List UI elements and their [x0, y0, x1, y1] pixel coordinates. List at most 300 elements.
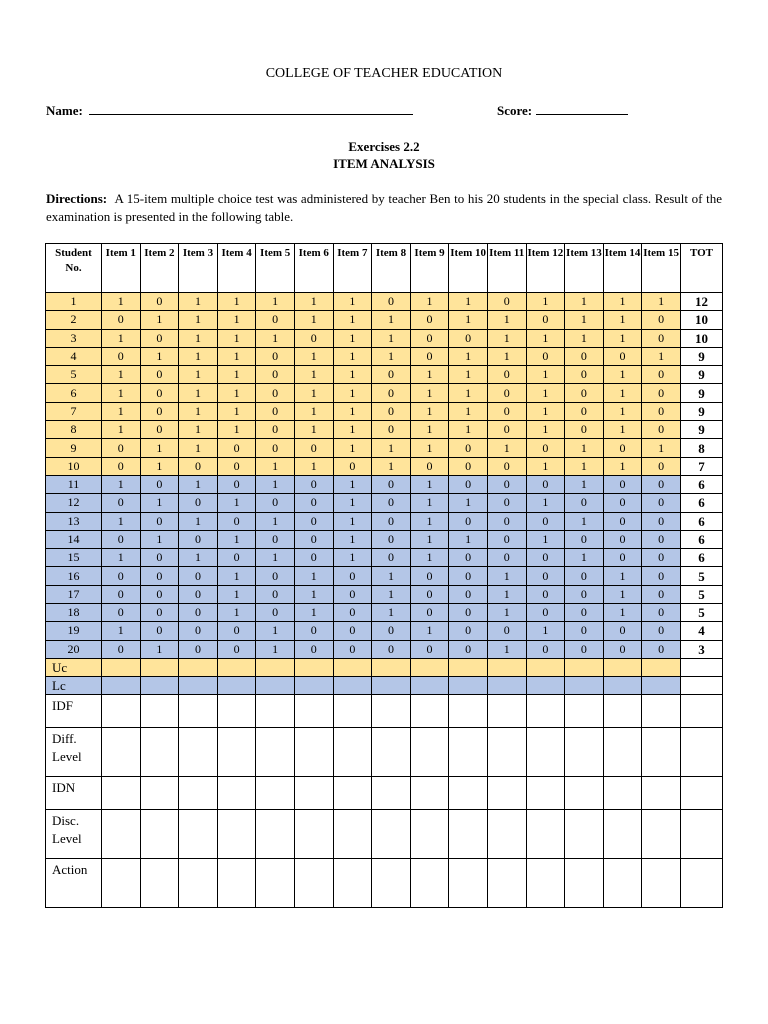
score-cell: 0 [372, 640, 411, 658]
score-cell: 1 [294, 402, 333, 420]
score-cell: 0 [410, 567, 449, 585]
score-cell: 1 [603, 567, 642, 585]
score-cell: 0 [179, 622, 218, 640]
score-cell: 1 [372, 347, 411, 365]
uc-cell[interactable] [487, 658, 526, 676]
score-cell: 1 [526, 293, 565, 311]
uc-cell[interactable] [642, 658, 681, 676]
score-cell: 1 [102, 384, 141, 402]
action-cell[interactable] [449, 858, 488, 907]
score-cell: 0 [372, 512, 411, 530]
disc-level-cell[interactable] [256, 809, 295, 858]
idn-cell[interactable] [410, 776, 449, 809]
score-cell: 0 [294, 475, 333, 493]
score-cell: 1 [410, 530, 449, 548]
score-cell: 1 [217, 311, 256, 329]
disc-level-row [46, 809, 723, 858]
score-cell: 1 [294, 366, 333, 384]
score-cell: 1 [179, 311, 218, 329]
disc-level-cell[interactable] [526, 809, 565, 858]
score-cell: 1 [217, 494, 256, 512]
student-no-cell: 3 [46, 329, 102, 347]
score-cell: 0 [372, 366, 411, 384]
action-cell[interactable] [217, 858, 256, 907]
score-cell: 0 [487, 421, 526, 439]
score-cell: 1 [294, 384, 333, 402]
score-cell: 1 [603, 311, 642, 329]
total-cell: 6 [680, 530, 722, 548]
idn-cell[interactable] [372, 776, 411, 809]
score-cell: 0 [294, 549, 333, 567]
diff-level-cell[interactable] [333, 727, 372, 776]
score-cell: 0 [603, 549, 642, 567]
idn-cell[interactable] [565, 776, 604, 809]
uc-cell[interactable] [372, 658, 411, 676]
action-cell[interactable] [256, 858, 295, 907]
action-cell[interactable] [565, 858, 604, 907]
disc-level-cell[interactable] [372, 809, 411, 858]
score-cell: 0 [487, 494, 526, 512]
lc-cell[interactable] [294, 676, 333, 694]
score-cell: 0 [140, 293, 179, 311]
student-no-cell: 7 [46, 402, 102, 420]
score-cell: 1 [179, 329, 218, 347]
score-cell: 1 [217, 293, 256, 311]
score-cell: 1 [179, 402, 218, 420]
score-cell: 1 [526, 457, 565, 475]
score-cell: 1 [333, 494, 372, 512]
idf-cell[interactable] [410, 694, 449, 727]
score-cell: 1 [217, 604, 256, 622]
score-cell: 1 [294, 604, 333, 622]
score-cell: 0 [372, 494, 411, 512]
idf-cell[interactable] [603, 694, 642, 727]
score-cell: 0 [449, 512, 488, 530]
idf-cell[interactable] [487, 694, 526, 727]
score-cell: 0 [102, 604, 141, 622]
total-cell: 10 [680, 311, 722, 329]
disc-level-cell[interactable] [217, 809, 256, 858]
idn-cell[interactable] [603, 776, 642, 809]
directions [46, 190, 722, 226]
uc-cell[interactable] [256, 658, 295, 676]
score-cell: 1 [410, 475, 449, 493]
score-cell: 0 [526, 512, 565, 530]
score-cell: 1 [410, 421, 449, 439]
exercise-topic: ITEM ANALYSIS [333, 156, 435, 171]
score-cell: 0 [410, 585, 449, 603]
score-cell: 1 [565, 457, 604, 475]
score-cell: 0 [449, 549, 488, 567]
diff-level-cell[interactable] [449, 727, 488, 776]
score-cell: 1 [333, 293, 372, 311]
score-cell: 0 [487, 549, 526, 567]
action-cell[interactable] [410, 858, 449, 907]
score-cell: 1 [526, 530, 565, 548]
diff-level-cell[interactable] [603, 727, 642, 776]
idn-cell[interactable] [642, 776, 681, 809]
idf-cell[interactable] [140, 694, 179, 727]
score-cell: 1 [603, 293, 642, 311]
disc-level-cell[interactable] [140, 809, 179, 858]
diff-level-cell[interactable] [680, 727, 722, 776]
idn-cell[interactable] [526, 776, 565, 809]
score-cell: 0 [410, 311, 449, 329]
score-cell: 1 [410, 293, 449, 311]
diff-level-cell[interactable] [294, 727, 333, 776]
score-cell: 0 [603, 640, 642, 658]
diff-level-cell[interactable] [179, 727, 218, 776]
disc-level-cell[interactable] [642, 809, 681, 858]
score-cell: 0 [179, 640, 218, 658]
score-cell: 0 [642, 311, 681, 329]
college-title: COLLEGE OF TEACHER EDUCATION [265, 66, 503, 81]
score-cell: 0 [449, 622, 488, 640]
lc-cell[interactable] [179, 676, 218, 694]
score-cell: 0 [372, 622, 411, 640]
idn-cell[interactable] [179, 776, 218, 809]
score-cell: 1 [487, 329, 526, 347]
disc-level-cell[interactable] [603, 809, 642, 858]
idn-cell[interactable] [680, 776, 722, 809]
idf-cell[interactable] [294, 694, 333, 727]
score-cell: 1 [294, 421, 333, 439]
diff-level-cell[interactable] [642, 727, 681, 776]
score-cell: 1 [102, 475, 141, 493]
score-cell: 1 [217, 402, 256, 420]
score-blank[interactable] [536, 102, 628, 115]
score-cell: 1 [333, 311, 372, 329]
score-cell: 0 [140, 475, 179, 493]
action-cell[interactable] [333, 858, 372, 907]
score-cell: 1 [140, 457, 179, 475]
score-cell: 1 [256, 549, 295, 567]
table-row [46, 366, 723, 384]
lc-cell[interactable] [333, 676, 372, 694]
score-cell: 0 [333, 585, 372, 603]
score-cell: 0 [487, 530, 526, 548]
score-cell: 0 [449, 604, 488, 622]
total-cell: 4 [680, 622, 722, 640]
score-cell: 1 [603, 457, 642, 475]
idf-cell[interactable] [642, 694, 681, 727]
score-cell: 0 [603, 622, 642, 640]
action-cell[interactable] [102, 858, 141, 907]
total-cell: 3 [680, 640, 722, 658]
score-cell: 1 [603, 329, 642, 347]
table-row [46, 530, 723, 548]
score-cell: 1 [642, 347, 681, 365]
action-cell[interactable] [294, 858, 333, 907]
idn-cell[interactable] [140, 776, 179, 809]
score-cell: 1 [565, 293, 604, 311]
diff-level-label: Diff. Level [46, 727, 102, 776]
score-cell: 1 [294, 457, 333, 475]
score-cell: 0 [294, 439, 333, 457]
idn-cell[interactable] [294, 776, 333, 809]
score-cell: 1 [294, 567, 333, 585]
student-no-cell: 16 [46, 567, 102, 585]
total-cell: 5 [680, 567, 722, 585]
diff-level-cell[interactable] [256, 727, 295, 776]
score-cell: 1 [603, 421, 642, 439]
uc-cell[interactable] [410, 658, 449, 676]
idf-cell[interactable] [102, 694, 141, 727]
exercise-number: Exercises 2.2 [348, 139, 420, 154]
score-cell: 1 [487, 640, 526, 658]
uc-cell[interactable] [565, 658, 604, 676]
diff-level-cell[interactable] [565, 727, 604, 776]
disc-level-cell[interactable] [333, 809, 372, 858]
score-cell: 1 [256, 293, 295, 311]
score-cell: 0 [642, 622, 681, 640]
total-cell: 6 [680, 494, 722, 512]
total-cell: 6 [680, 475, 722, 493]
header-item: Item 9 [410, 244, 449, 293]
header-item: Item 6 [294, 244, 333, 293]
score-cell: 1 [487, 604, 526, 622]
name-field[interactable] [46, 102, 413, 119]
diff-level-cell[interactable] [410, 727, 449, 776]
score-cell: 1 [256, 457, 295, 475]
action-cell[interactable] [642, 858, 681, 907]
score-cell: 1 [294, 293, 333, 311]
score-cell: 1 [410, 622, 449, 640]
score-cell: 0 [526, 567, 565, 585]
disc-level-cell[interactable] [449, 809, 488, 858]
idf-cell[interactable] [217, 694, 256, 727]
diff-level-cell[interactable] [372, 727, 411, 776]
idn-row [46, 776, 723, 809]
table-header-row [46, 244, 723, 293]
score-cell: 1 [333, 366, 372, 384]
table-row [46, 604, 723, 622]
score-cell: 0 [140, 402, 179, 420]
lc-cell[interactable] [526, 676, 565, 694]
lc-cell[interactable] [487, 676, 526, 694]
idn-cell[interactable] [256, 776, 295, 809]
idf-cell[interactable] [680, 694, 722, 727]
score-cell: 1 [565, 549, 604, 567]
disc-level-cell[interactable] [410, 809, 449, 858]
score-cell: 1 [487, 585, 526, 603]
disc-level-cell[interactable] [680, 809, 722, 858]
student-no-cell: 6 [46, 384, 102, 402]
score-cell: 1 [410, 439, 449, 457]
name-label: Name: [46, 103, 83, 118]
score-cell: 0 [642, 512, 681, 530]
idf-cell[interactable] [372, 694, 411, 727]
uc-cell[interactable] [294, 658, 333, 676]
score-cell: 0 [642, 640, 681, 658]
uc-cell[interactable] [449, 658, 488, 676]
score-cell: 0 [642, 530, 681, 548]
total-cell: 9 [680, 402, 722, 420]
score-cell: 1 [217, 530, 256, 548]
lc-cell[interactable] [603, 676, 642, 694]
idf-cell[interactable] [333, 694, 372, 727]
header-item: Item 8 [372, 244, 411, 293]
score-cell: 0 [565, 347, 604, 365]
diff-level-cell[interactable] [140, 727, 179, 776]
total-cell: 5 [680, 604, 722, 622]
action-cell[interactable] [603, 858, 642, 907]
score-cell: 0 [565, 366, 604, 384]
disc-level-cell[interactable] [102, 809, 141, 858]
score-cell: 1 [140, 347, 179, 365]
score-cell: 1 [565, 512, 604, 530]
uc-cell[interactable] [526, 658, 565, 676]
diff-level-cell[interactable] [217, 727, 256, 776]
lc-cell[interactable] [217, 676, 256, 694]
score-cell: 0 [603, 512, 642, 530]
score-cell: 0 [140, 622, 179, 640]
idn-cell[interactable] [487, 776, 526, 809]
score-cell: 1 [140, 494, 179, 512]
score-cell: 1 [526, 384, 565, 402]
idf-cell[interactable] [256, 694, 295, 727]
score-cell: 1 [449, 384, 488, 402]
student-no-cell: 11 [46, 475, 102, 493]
lc-cell[interactable] [642, 676, 681, 694]
lc-label: Lc [46, 676, 102, 694]
lc-cell[interactable] [565, 676, 604, 694]
score-cell: 1 [256, 622, 295, 640]
score-cell: 1 [256, 640, 295, 658]
idn-cell[interactable] [333, 776, 372, 809]
score-cell: 0 [102, 311, 141, 329]
score-cell: 1 [410, 366, 449, 384]
student-no-cell: 18 [46, 604, 102, 622]
action-cell[interactable] [487, 858, 526, 907]
table-row [46, 512, 723, 530]
score-cell: 0 [294, 622, 333, 640]
score-cell: 0 [565, 421, 604, 439]
score-cell: 0 [372, 421, 411, 439]
idf-cell[interactable] [179, 694, 218, 727]
action-row [46, 858, 723, 907]
score-cell: 0 [140, 604, 179, 622]
lc-cell[interactable] [102, 676, 141, 694]
score-cell: 0 [217, 640, 256, 658]
idn-cell[interactable] [217, 776, 256, 809]
action-cell[interactable] [680, 858, 722, 907]
score-cell: 0 [526, 439, 565, 457]
disc-level-cell[interactable] [294, 809, 333, 858]
score-field[interactable] [497, 102, 628, 119]
student-no-cell: 12 [46, 494, 102, 512]
action-cell[interactable] [179, 858, 218, 907]
score-cell: 1 [294, 347, 333, 365]
table-row [46, 475, 723, 493]
exercise-heading [0, 138, 768, 172]
uc-cell[interactable] [603, 658, 642, 676]
action-cell[interactable] [372, 858, 411, 907]
header-item: Item 14 [603, 244, 642, 293]
disc-level-cell[interactable] [487, 809, 526, 858]
table-row [46, 549, 723, 567]
score-cell: 0 [487, 384, 526, 402]
score-cell: 0 [372, 293, 411, 311]
score-cell: 1 [256, 475, 295, 493]
lc-cell[interactable] [372, 676, 411, 694]
lc-row [46, 676, 723, 694]
uc-cell[interactable] [179, 658, 218, 676]
table-row [46, 640, 723, 658]
score-cell: 0 [603, 439, 642, 457]
score-cell: 0 [372, 475, 411, 493]
total-cell: 10 [680, 329, 722, 347]
directions-label: Directions: [46, 191, 108, 206]
idn-cell[interactable] [102, 776, 141, 809]
uc-cell[interactable] [140, 658, 179, 676]
idf-cell[interactable] [526, 694, 565, 727]
header-item: Item 11 [487, 244, 526, 293]
score-cell: 1 [526, 622, 565, 640]
idn-cell[interactable] [449, 776, 488, 809]
lc-cell[interactable] [410, 676, 449, 694]
action-cell[interactable] [526, 858, 565, 907]
idf-cell[interactable] [449, 694, 488, 727]
lc-cell[interactable] [449, 676, 488, 694]
name-blank[interactable] [89, 102, 413, 115]
score-cell: 0 [487, 512, 526, 530]
score-cell: 1 [102, 421, 141, 439]
score-cell: 1 [102, 293, 141, 311]
lc-cell[interactable] [256, 676, 295, 694]
score-cell: 1 [372, 604, 411, 622]
score-cell: 0 [256, 494, 295, 512]
score-cell: 0 [642, 549, 681, 567]
action-cell[interactable] [140, 858, 179, 907]
score-cell: 1 [449, 311, 488, 329]
uc-cell[interactable] [217, 658, 256, 676]
score-cell: 1 [333, 475, 372, 493]
score-cell: 1 [372, 329, 411, 347]
score-cell: 1 [217, 384, 256, 402]
idf-row [46, 694, 723, 727]
score-cell: 0 [140, 512, 179, 530]
score-cell: 1 [642, 439, 681, 457]
score-cell: 1 [449, 366, 488, 384]
score-cell: 0 [217, 549, 256, 567]
score-cell: 0 [102, 567, 141, 585]
uc-cell[interactable] [333, 658, 372, 676]
score-cell: 1 [603, 604, 642, 622]
diff-level-cell[interactable] [487, 727, 526, 776]
diff-level-cell[interactable] [102, 727, 141, 776]
score-cell: 1 [217, 329, 256, 347]
score-cell: 0 [565, 622, 604, 640]
total-cell: 6 [680, 512, 722, 530]
uc-cell[interactable] [102, 658, 141, 676]
idn-label: IDN [46, 776, 102, 809]
header-item: Item 4 [217, 244, 256, 293]
idf-cell[interactable] [565, 694, 604, 727]
score-cell: 0 [449, 439, 488, 457]
student-no-cell: 14 [46, 530, 102, 548]
table-row [46, 293, 723, 311]
score-cell: 1 [179, 512, 218, 530]
score-cell: 0 [102, 640, 141, 658]
diff-level-cell[interactable] [526, 727, 565, 776]
disc-level-cell[interactable] [179, 809, 218, 858]
disc-level-cell[interactable] [565, 809, 604, 858]
score-cell: 0 [565, 567, 604, 585]
score-cell: 0 [294, 494, 333, 512]
score-cell: 0 [603, 475, 642, 493]
lc-cell[interactable] [140, 676, 179, 694]
